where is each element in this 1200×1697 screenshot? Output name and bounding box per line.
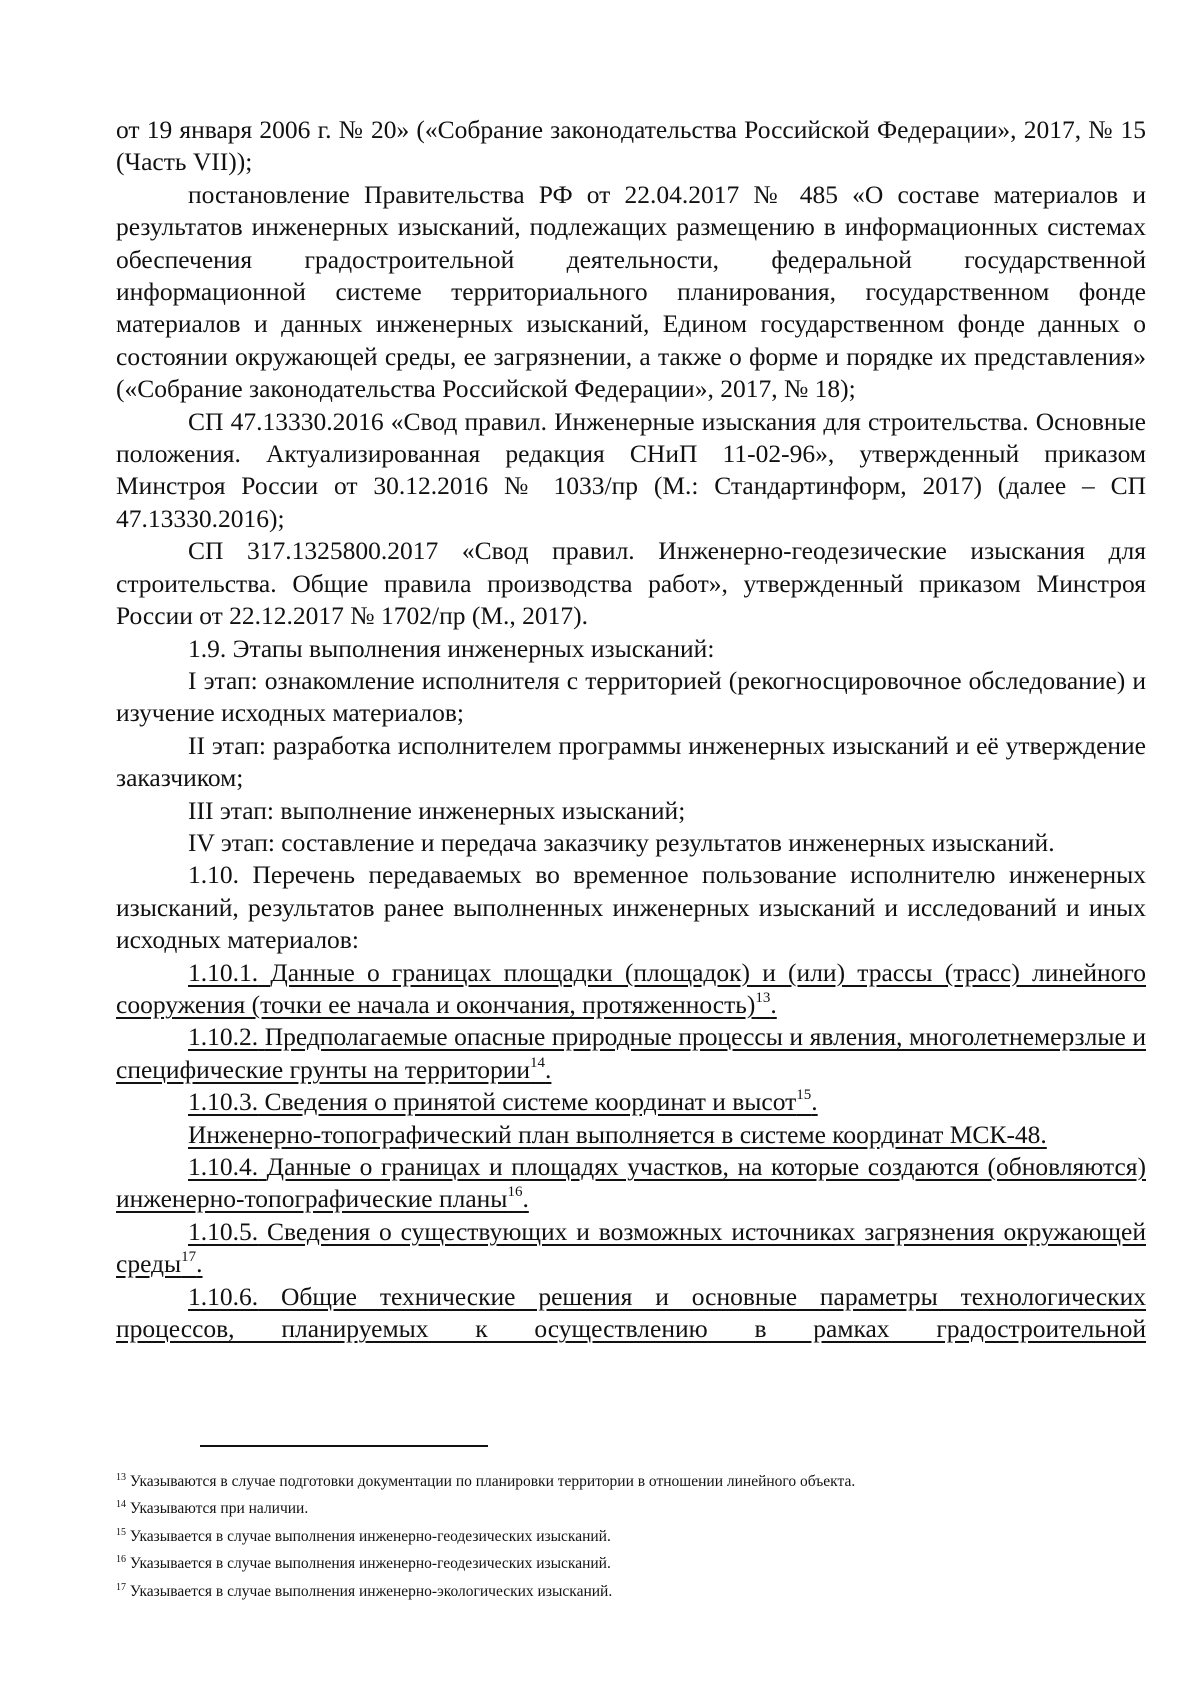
- stage-2: [116, 730, 1146, 795]
- paragraph-sp-47: [116, 406, 1146, 536]
- item-number: 1.10.4.: [188, 1152, 259, 1181]
- paragraph-text: от 19 января 2006 г. № 20» («Собрание законодательства Российской Федерации», 2017, № 15 (Часть VII));: [116, 115, 1146, 177]
- footnote-text: Указываются при наличии.: [129, 1500, 309, 1518]
- item-1-10-6: [116, 1281, 1146, 1346]
- footnote-text: Указывается в случае выполнения инженерно-экологических изысканий.: [129, 1582, 613, 1600]
- footnote-ref: 16: [507, 1184, 523, 1201]
- item-number: 1.10.2.: [188, 1022, 259, 1052]
- footnote-mark: 14: [116, 1499, 126, 1511]
- footnote-mark: 15: [116, 1526, 126, 1538]
- footnote-16: [116, 1550, 1146, 1577]
- footnote-text: Указывается в случае выполнения инженерно-геодезических изысканий.: [129, 1555, 611, 1573]
- item-text: Данные о границах и площадях участков, на которые создаются (обновляются) инженерно-топографические планы: [116, 1152, 1146, 1214]
- item-number: 1.10.6.: [188, 1281, 259, 1311]
- footnote-ref: 13: [755, 989, 771, 1006]
- paragraph-law-reference-end: [116, 114, 1146, 179]
- coordinate-system-note: [116, 1119, 1146, 1151]
- item-text: Сведения о принятой системе координат и высот: [264, 1087, 797, 1117]
- paragraph-text: IV этап: составление и передача заказчику результатов инженерных изысканий.: [188, 827, 1055, 857]
- item-1-10-4: [116, 1151, 1146, 1216]
- footnote-ref: 14: [530, 1054, 546, 1071]
- section-heading-1-10: [116, 859, 1146, 956]
- section-heading-1-9: [116, 633, 1146, 665]
- paragraph-text: III этап: выполнение инженерных изысканий;: [188, 795, 686, 825]
- footnote-separator: [200, 1445, 488, 1447]
- item-number: 1.10.1.: [188, 957, 259, 987]
- footnote-mark: 16: [116, 1554, 126, 1566]
- footnote-15: [116, 1523, 1146, 1550]
- footnote-ref: 17: [181, 1249, 197, 1266]
- paragraph-government-decree: [116, 179, 1146, 406]
- footnote-17: [116, 1578, 1146, 1605]
- item-end: .: [770, 989, 777, 1019]
- paragraph-text: 1.10. Перечень передаваемых во временное пользование исполнителю инженерных изысканий, результатов ранее выполненных инженерных изысканий и исследований и иных исходных материалов:: [116, 860, 1146, 955]
- footnote-ref: 15: [796, 1087, 812, 1104]
- stage-4: [116, 827, 1146, 859]
- footnote-text: Указываются в случае подготовки документации по планировки территории в отношении линейного объекта.: [129, 1473, 856, 1490]
- item-end: .: [811, 1087, 818, 1117]
- document-body: [116, 114, 1146, 1345]
- item-end: .: [545, 1054, 552, 1084]
- item-end: .: [196, 1249, 203, 1279]
- item-text: Предполагаемые опасные природные процессы и явления, многолетнемерзлые и специфические грунты на территории: [116, 1022, 1146, 1084]
- item-number: 1.10.3.: [188, 1087, 259, 1117]
- footnote-mark: 13: [116, 1472, 126, 1483]
- paragraph-text: Инженерно-топографический план выполняется в системе координат МСК-48.: [188, 1119, 1047, 1149]
- item-end: .: [522, 1184, 529, 1214]
- item-text: Общие технические решения и основные параметры технологических процессов, планируемых к осуществлению в рамках градостроительной: [116, 1281, 1146, 1344]
- paragraph-text: 1.9. Этапы выполнения инженерных изысканий:: [188, 633, 715, 663]
- paragraph-text: I этап: ознакомление исполнителя с территорией (рекогносцировочное обследование) и изучение исходных материалов;: [116, 665, 1146, 728]
- stage-3: [116, 795, 1146, 827]
- item-text: Данные о границах площадки (площадок) и (или) трассы (трасс) линейного сооружения (точки ее начала и окончания, протяженность): [116, 957, 1146, 1019]
- paragraph-sp-317: [116, 535, 1146, 632]
- item-text: Сведения о существующих и возможных источниках загрязнения окружающей среды: [116, 1216, 1146, 1279]
- footnote-14: [116, 1495, 1146, 1522]
- footnote-mark: 17: [116, 1581, 126, 1593]
- item-1-10-5: [116, 1216, 1146, 1281]
- stage-1: [116, 665, 1146, 730]
- item-1-10-3: [116, 1086, 1146, 1118]
- paragraph-text: постановление Правительства РФ от 22.04.2017 № 485 «О составе материалов и результатов инженерных изысканий, подлежащих размещению в информационных системах обеспечения градостроительной деятельности, федеральной государственной информационной системе территориального планирования, государственном фонде материалов и данных инженерных изысканий, Едином государственном фонде данных о состоянии окружающей среды, ее загрязнении, а также о форме и порядке их представления» («Собрание законодательства Российской Федерации», 2017, № 18);: [116, 179, 1146, 404]
- footnotes: [116, 1468, 1146, 1605]
- item-1-10-1: [116, 957, 1146, 1022]
- item-number: 1.10.5.: [188, 1216, 259, 1246]
- footnote-13: [116, 1468, 1146, 1495]
- footnote-text: Указывается в случае выполнения инженерно-геодезических изысканий.: [129, 1527, 611, 1545]
- item-1-10-2: [116, 1021, 1146, 1086]
- paragraph-text: СП 317.1325800.2017 «Свод правил. Инженерно-геодезические изыскания для строительства. Общие правила производства работ», утвержденный приказом Минстроя России от 22.12.2017 № 1702/пр (М., 2017).: [116, 536, 1146, 631]
- paragraph-text: II этап: разработка исполнителем программы инженерных изысканий и её утверждение заказчиком;: [116, 730, 1146, 793]
- paragraph-text: СП 47.13330.2016 «Свод правил. Инженерные изыскания для строительства. Основные положения. Актуализированная редакция СНиП 11-02-96», утвержденный приказом Минстроя России от 30.12.2016 № 1033/пр (М.: Стандартинформ, 2017) (далее – СП 47.13330.2016);: [116, 406, 1146, 533]
